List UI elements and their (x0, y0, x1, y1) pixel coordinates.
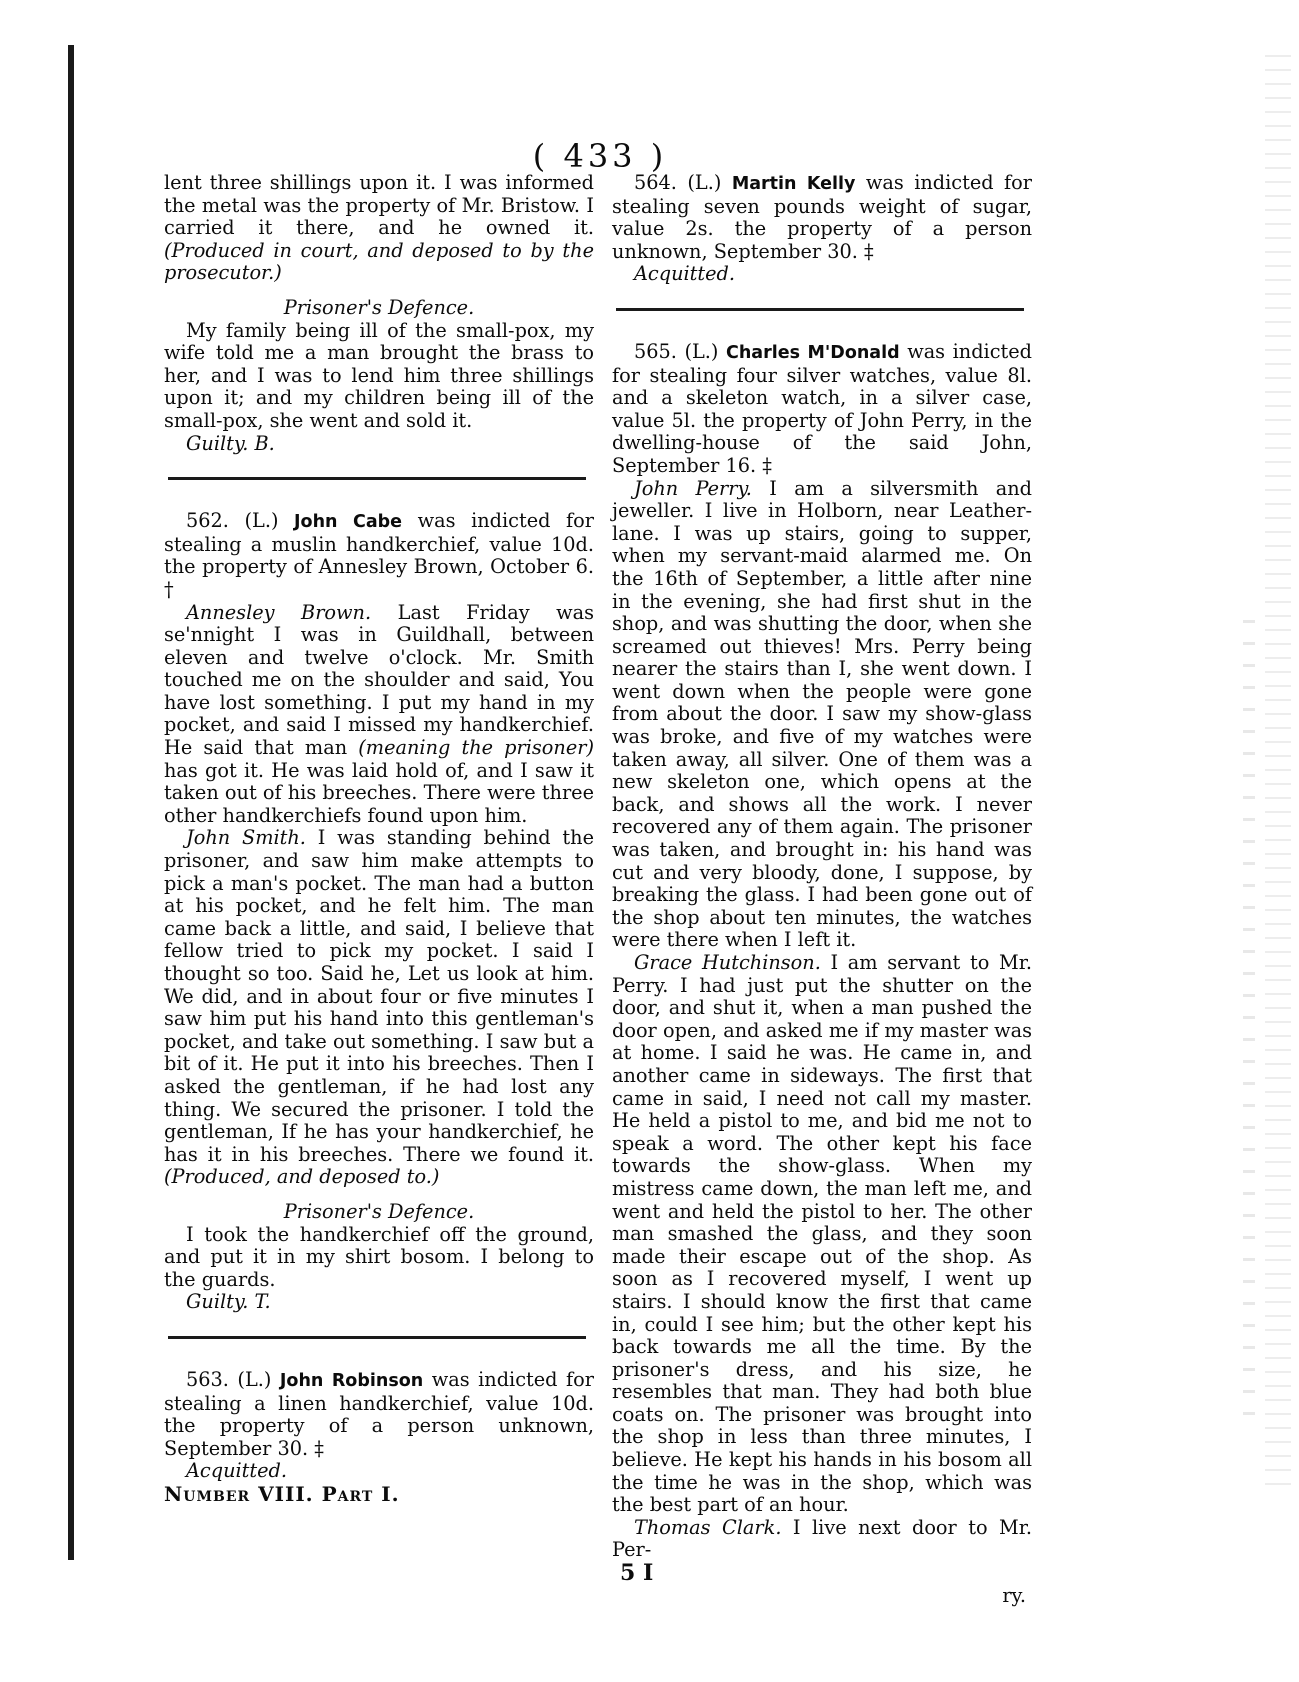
right-column (612, 172, 1032, 1607)
indictment-text: was indicted for stealing seven pounds weight of sugar, value 2s. the property of a person unknown, September 30. ‡ (612, 171, 1033, 263)
defence-text: My family being ill of the small-pox, my wife told me a man brought the brass to her, and I was to lend him three shillings upon it; and my children being ill of the small-pox, she went and sold it. (164, 318, 594, 432)
text: has got it. He was laid hold of, and I saw it taken out of his breeches. There were three other handkerchiefs found upon him. (164, 758, 594, 827)
case-number: 565. (L.) (634, 339, 719, 363)
text: I am a silversmith and jeweller. I live in Holborn, near Leather-lane. I was up stairs, going to supper, when my servant-maid alarmed me. On the 16th of September, a little after nine in the evening, she had first shut in the shop, and was shutting the door, when she screamed out thieves! Mrs. Perry being nearer the stairs than I, she went down. I went down when the people were gone from about the door. I saw my show-glass was broke, and five of my watches were taken away, all silver. One of them was a new skeleton one, which opens at the back, and shows all the work. I never recovered any of them again. The prisoner was taken, and brought in: his hand was cut and very bloody, done, I suppose, by breaking the glass. I had been gone out of the shop about ten minutes, the watches were there when I left it. (612, 476, 1032, 952)
text: I was standing behind the prisoner, and saw him make attempts to pick a man's pocket. The man had a button at his pocket, and he felt him. The man came back a little, and said, I believe that fellow tried to pick my pocket. I said I thought so too. Said he, Let us look at him. We did, and in about four or five minutes I saw him put his hand into this gentleman's pocket, and take out something. I saw but a bit of it. He put it into his breeches. Then I asked the gentleman, if he had lost any thing. We secured the prisoner. I told the gentleman, If he has your handkerchief, he has it in his breeches. There we found it. (164, 826, 594, 1166)
scan-edge-noise (1243, 620, 1255, 1420)
witness-name: John Perry. (634, 476, 752, 500)
testimony (612, 1517, 1032, 1562)
page-number: ( 433 ) (532, 137, 668, 175)
text: I live next door to Mr. Per- (612, 1515, 1032, 1562)
witness-name: Thomas Clark. (634, 1515, 782, 1539)
case-entry (164, 1369, 594, 1460)
defendant-name: John Cabe (294, 512, 403, 533)
court-note: (Produced in court, and deposed to by the prosecutor.) (164, 238, 594, 285)
testimony (164, 827, 594, 1189)
divider (168, 477, 586, 480)
binding-edge (68, 45, 74, 1560)
case-entry (164, 510, 594, 601)
witness-name: Annesley Brown. (186, 600, 372, 624)
text: Last Friday was se'nnight I was in Guildhall, between eleven and twelve o'clock. Mr. Smith touched me on the shoulder and said, You have lost something. I put my hand in my pocket, and said I missed my handkerchief. He said that man (164, 600, 595, 760)
court-note: (Produced, and deposed to.) (164, 1165, 440, 1189)
printer-signature: 5 I (620, 1560, 654, 1587)
scan-edge-noise (1265, 55, 1291, 1485)
text: I am servant to Mr. Perry. I had just put the shutter on the door, and shut it, when a man pushed the door open, and asked me if my master was at home. I said he was. He came in, and another came in sideways. The first that came in said, I need not call my master. He held a pistol to me, and bid me not to speak a word. The other kept his face towards the show-glass. When my mistress came down, the man left me, and went and held the pistol to her. The other man smashed the glass, and they soon made their escape out of the shop. As soon as I recovered myself, I went up stairs. I should know the first that came in, could I see him; but the other kept his back towards me all the time. By the prisoner's dress, and his size, he resembles that man. They had both blue coats on. The prisoner was brought into the shop in less than three minutes, I believe. He kept his hands in his bosom all the time he was in the shop, which was the best part of an hour. (612, 951, 1032, 1517)
divider (168, 1336, 586, 1339)
indictment-text: was indicted for stealing four silver watches, value 8l. and a skeleton watch, in a silver case, value 5l. the property of John Perry, in the dwelling-house of the said John, September 16. ‡ (612, 339, 1033, 477)
defendant-name: Charles M'Donald (726, 342, 900, 363)
defendant-name: Martin Kelly (731, 174, 856, 194)
indictment-text: was indicted for stealing a linen handkerchief, value 10d. the property of a person unknown, September 30. ‡ (164, 1367, 594, 1460)
catchword: ry. (1002, 1583, 1026, 1607)
verdict: Guilty. T. (186, 1290, 271, 1314)
case-number: 564. (L.) (634, 171, 722, 194)
left-column (164, 172, 594, 1505)
divider (616, 308, 1024, 311)
defendant-name: John Robinson (279, 1370, 424, 1391)
footer-number-part: Number VIII. Part I. (164, 1481, 400, 1506)
verdict: Acquitted. (634, 262, 736, 286)
text: lent three shillings upon it. I was informed the metal was the property of Mr. Bristow. I carried it there, and he owned it. (164, 171, 594, 240)
verdict: Guilty. B. (186, 431, 275, 455)
case-number: 563. (L.) (186, 1367, 272, 1391)
witness-name: John Smith. (186, 826, 306, 850)
section-heading: Prisoner's Defence. (283, 1199, 475, 1223)
defence-text: I took the handkerchief off the ground, and put it in my shirt bosom. I belong to the guards. (164, 1222, 594, 1291)
testimony (612, 952, 1032, 1517)
witness-name: Grace Hutchinson. (634, 951, 821, 974)
indictment-text: was indicted for stealing a muslin handkerchief, value 10d. the property of Annesley Brown, October 6. † (164, 509, 594, 601)
case-entry (612, 172, 1032, 263)
case-number: 562. (L.) (186, 509, 279, 533)
verdict: Acquitted. (186, 1459, 288, 1483)
section-heading: Prisoner's Defence. (283, 295, 475, 319)
court-note: (meaning the prisoner) (358, 736, 594, 760)
paragraph (164, 172, 594, 285)
testimony (612, 478, 1032, 952)
case-entry (612, 341, 1032, 478)
testimony (164, 602, 594, 828)
